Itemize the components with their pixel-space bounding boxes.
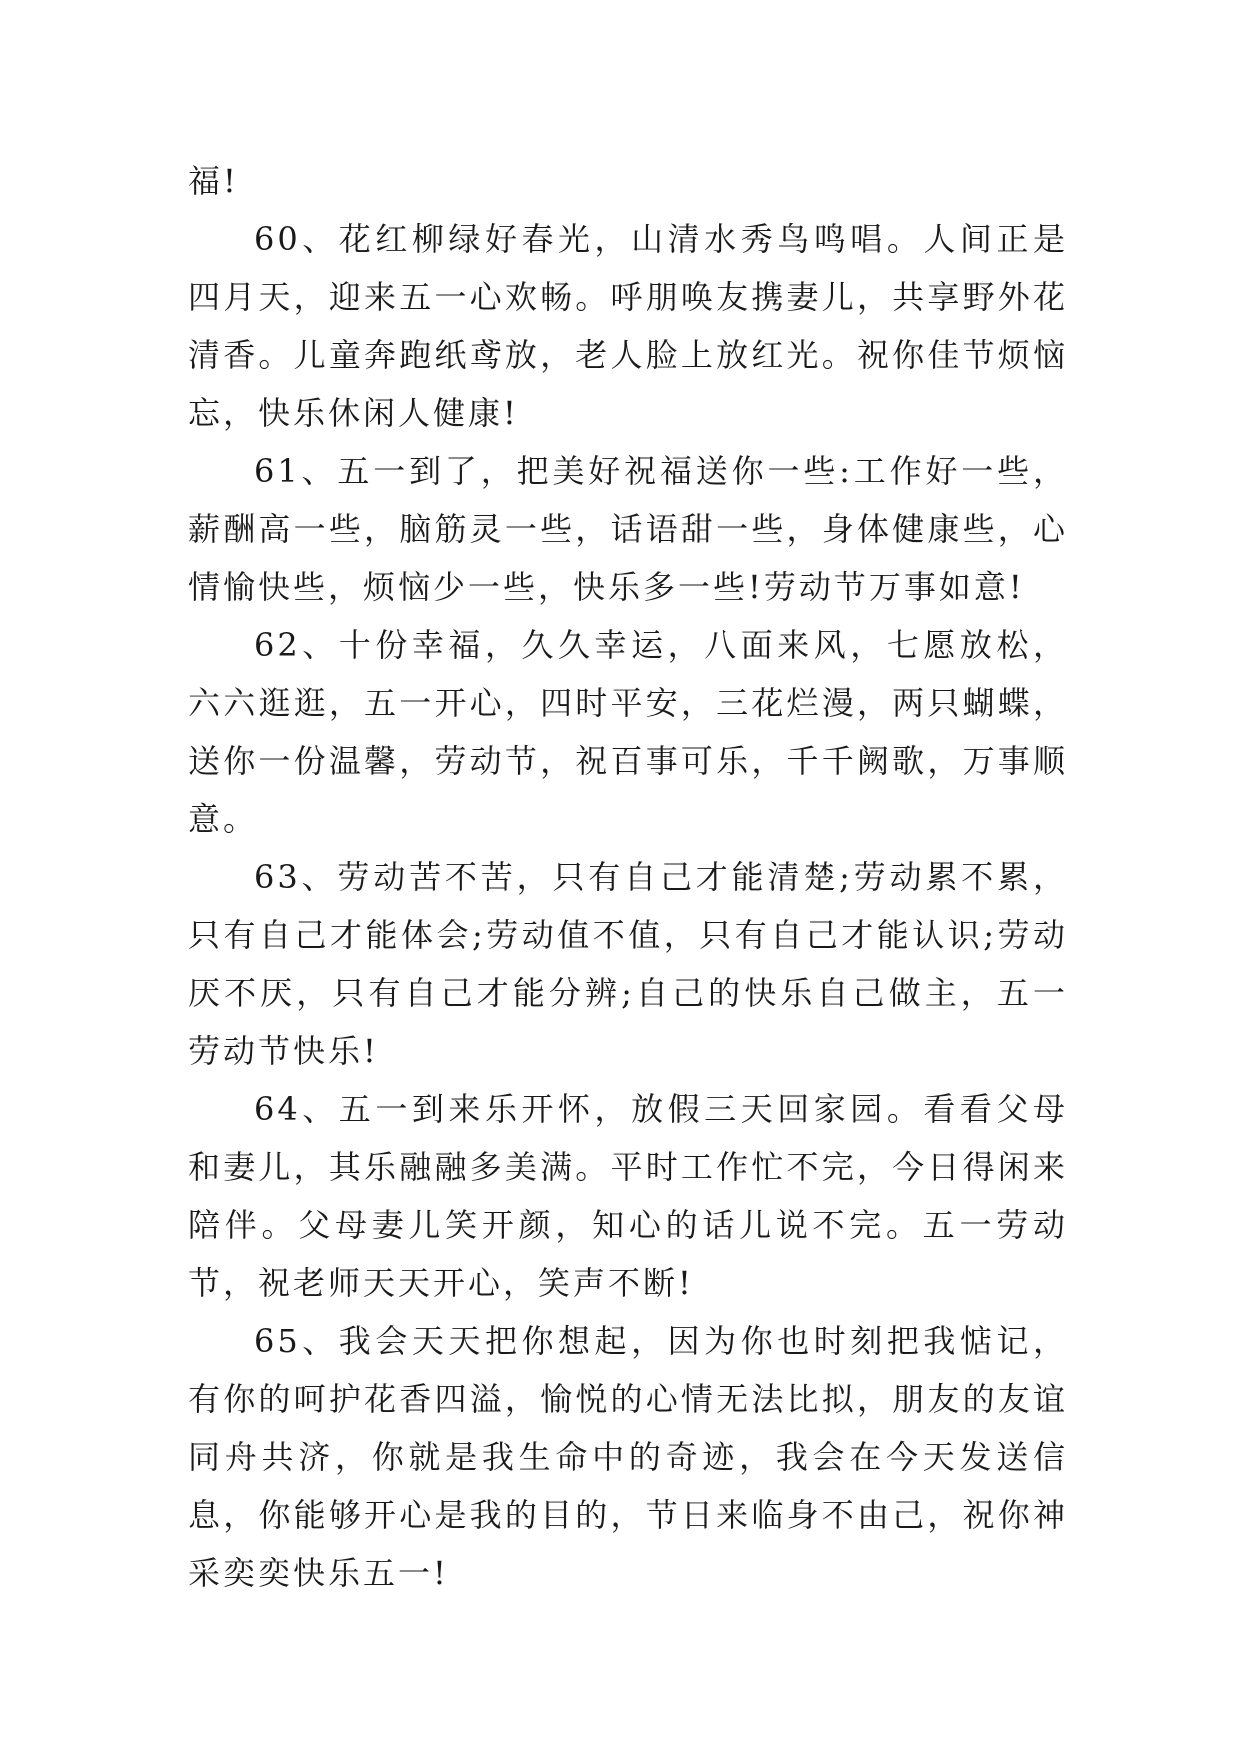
paragraph-64: 64、五一到来乐开怀，放假三天回家园。看看父母和妻儿，其乐融融多美满。平时工作忙不完，今日得闲来陪伴。父母妻儿笑开颜，知心的话儿说不完。五一劳动节，祝老师天天开心，笑声不断! bbox=[188, 1090, 1068, 1302]
paragraph-63: 63、劳动苦不苦，只有自己才能清楚;劳动累不累，只有自己才能体会;劳动值不值，只有自己才能认识;劳动厌不厌，只有自己才能分辨;自己的快乐自己做主，五一劳动节快乐! bbox=[188, 858, 1068, 1070]
paragraph-continuation: 福! bbox=[188, 162, 239, 200]
paragraph-60: 60、花红柳绿好春光，山清水秀鸟鸣唱。人间正是四月天，迎来五一心欢畅。呼朋唤友携妻儿，共享野外花清香。儿童奔跑纸鸢放，老人脸上放红光。祝你佳节烦恼忘，快乐休闲人健康! bbox=[188, 220, 1068, 432]
paragraph-65: 65、我会天天把你想起，因为你也时刻把我惦记，有你的呵护花香四溢，愉悦的心情无法比拟，朋友的友谊同舟共济，你就是我生命中的奇迹，我会在今天发送信息，你能够开心是我的目的，节日来临身不由己，祝你神采奕奕快乐五一! bbox=[188, 1322, 1068, 1592]
paragraph-62: 62、十份幸福，久久幸运，八面来风，七愿放松，六六逛逛，五一开心，四时平安，三花烂漫，两只蝴蝶，送你一份温馨，劳动节，祝百事可乐，千千阙歌，万事顺意。 bbox=[188, 626, 1068, 838]
paragraph-61: 61、五一到了，把美好祝福送你一些:工作好一些，薪酬高一些，脑筋灵一些，话语甜一些，身体健康些，心情愉快些，烦恼少一些，快乐多一些!劳动节万事如意! bbox=[188, 452, 1068, 606]
document-body bbox=[188, 152, 1068, 1602]
